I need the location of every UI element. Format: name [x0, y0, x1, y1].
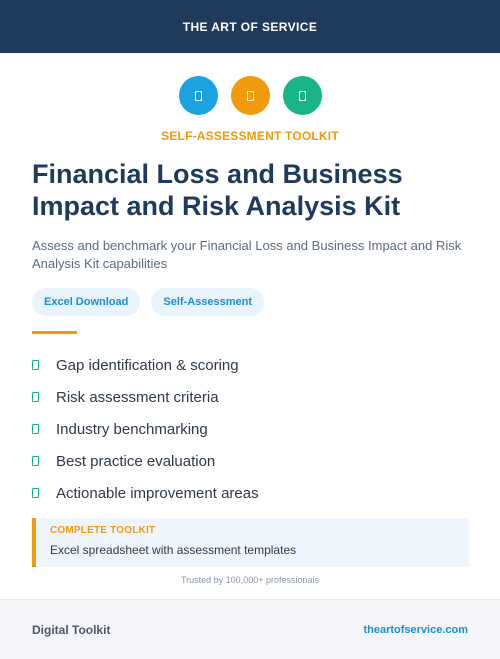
list-item — [32, 381, 259, 413]
page-subtitle: Assess and benchmark your Financial Loss and Business Impact and Risk Analysis Kit capabilities — [32, 238, 462, 271]
checkbox-icon — [32, 424, 39, 434]
feature-text: Actionable improvement areas — [56, 484, 259, 502]
feature-text: Risk assessment criteria — [56, 388, 219, 406]
list-item — [32, 445, 259, 477]
document-glyph — [247, 91, 254, 101]
brand-title: THE ART OF SERVICE — [182, 19, 318, 34]
list-item — [32, 477, 259, 509]
document-glyph — [195, 91, 202, 101]
document-icon — [283, 76, 322, 115]
feature-text: Best practice evaluation — [56, 452, 216, 470]
feature-list — [32, 349, 259, 509]
list-item — [32, 413, 259, 445]
tag-excel-download: Excel Download — [32, 288, 140, 316]
checkbox-icon — [32, 360, 39, 370]
trust-line: Trusted by 100,000+ professionals — [180, 575, 319, 585]
document-icon — [179, 76, 218, 115]
kicker-label: SELF-ASSESSMENT TOOLKIT — [161, 129, 339, 143]
document-icon — [231, 76, 270, 115]
callout-text: Excel spreadsheet with assessment templates — [50, 543, 297, 557]
callout-label: COMPLETE TOOLKIT — [50, 525, 156, 536]
website-link[interactable]: theartofservice.com — [363, 623, 468, 636]
footer — [0, 599, 500, 659]
tag-list — [32, 288, 264, 316]
page-title: Financial Loss and Business Impact and Risk Analysis Kit — [32, 159, 403, 221]
header-banner — [0, 0, 500, 53]
toolkit-callout — [32, 518, 469, 567]
document-glyph — [299, 91, 306, 101]
checkbox-icon — [32, 456, 39, 466]
checkbox-icon — [32, 392, 39, 402]
feature-text: Gap identification & scoring — [56, 356, 239, 374]
tag-self-assessment: Self-Assessment — [151, 288, 264, 316]
icon-row — [0, 76, 500, 115]
checkbox-icon — [32, 488, 39, 498]
footer-label: Digital Toolkit — [32, 622, 111, 637]
accent-divider — [32, 331, 77, 334]
feature-text: Industry benchmarking — [56, 420, 208, 438]
list-item — [32, 349, 259, 381]
